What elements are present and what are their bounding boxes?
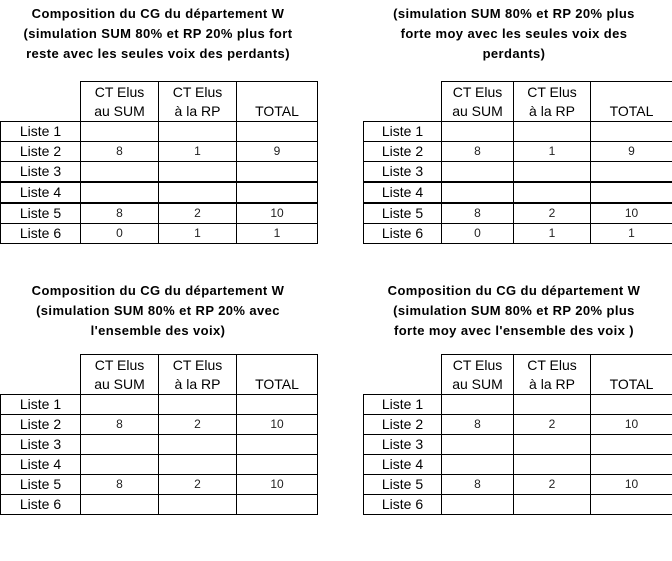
table-title xyxy=(0,4,316,64)
row-label: Liste 1 xyxy=(1,395,81,415)
results-table xyxy=(363,354,672,515)
cell-rp xyxy=(159,182,237,203)
cell-sum xyxy=(442,122,514,142)
title-line: (simulation SUM 80% et RP 20% plus fort xyxy=(23,26,293,41)
cell-total xyxy=(591,435,672,455)
cell-rp: 1 xyxy=(159,142,237,162)
cell-rp xyxy=(159,395,237,415)
cell-total xyxy=(591,122,672,142)
row-label: Liste 4 xyxy=(1,182,81,203)
table-row xyxy=(1,122,318,142)
cell-total: 10 xyxy=(237,475,318,495)
cell-rp: 2 xyxy=(159,475,237,495)
header-sum xyxy=(442,82,514,122)
row-label: Liste 3 xyxy=(364,435,442,455)
header-sum xyxy=(442,355,514,395)
row-label: Liste 5 xyxy=(364,475,442,495)
cell-total xyxy=(591,162,672,183)
cell-total: 1 xyxy=(591,224,672,244)
header-corner xyxy=(1,82,81,122)
title-line: perdants) xyxy=(482,46,546,61)
row-label: Liste 5 xyxy=(1,203,81,224)
table-row xyxy=(1,142,318,162)
cell-sum: 8 xyxy=(442,475,514,495)
results-table xyxy=(363,81,672,244)
title-line: reste avec les seules voix des perdants) xyxy=(26,46,290,61)
row-label: Liste 4 xyxy=(364,182,442,203)
table-row xyxy=(364,435,672,455)
cell-total xyxy=(237,122,318,142)
table-title xyxy=(364,4,664,64)
title-line: Composition du CG du département W xyxy=(31,283,285,298)
cell-sum xyxy=(81,162,159,183)
header-total xyxy=(591,355,672,395)
cell-rp: 1 xyxy=(514,224,591,244)
cell-sum: 0 xyxy=(442,224,514,244)
table-row xyxy=(364,415,672,435)
cell-rp: 2 xyxy=(514,475,591,495)
row-label: Liste 2 xyxy=(364,142,442,162)
cell-rp xyxy=(159,495,237,515)
cell-rp xyxy=(514,182,591,203)
title-line: (simulation SUM 80% et RP 20% avec xyxy=(36,303,280,318)
table-row xyxy=(1,182,318,203)
cell-total: 9 xyxy=(237,142,318,162)
cell-rp xyxy=(159,162,237,183)
cell-sum: 8 xyxy=(81,415,159,435)
cell-total xyxy=(237,435,318,455)
table-header-row xyxy=(364,355,672,395)
cell-sum xyxy=(81,455,159,475)
title-line: Composition du CG du département W xyxy=(31,6,285,21)
table-row xyxy=(1,495,318,515)
cell-rp: 2 xyxy=(514,203,591,224)
cell-rp xyxy=(514,455,591,475)
row-label: Liste 6 xyxy=(1,224,81,244)
table-row xyxy=(364,203,672,224)
header-total xyxy=(591,82,672,122)
cell-sum: 8 xyxy=(81,475,159,495)
header-line: à la RP xyxy=(529,102,575,119)
cell-rp xyxy=(514,495,591,515)
header-line: CT Elus xyxy=(172,83,223,100)
table-row xyxy=(364,495,672,515)
table-row xyxy=(1,162,318,183)
cell-sum: 8 xyxy=(81,203,159,224)
cell-rp xyxy=(514,435,591,455)
header-line: à la RP xyxy=(529,375,575,392)
row-label: Liste 3 xyxy=(364,162,442,183)
cell-sum: 8 xyxy=(442,203,514,224)
cell-rp xyxy=(159,455,237,475)
cell-rp: 2 xyxy=(159,415,237,435)
header-line: TOTAL xyxy=(255,102,299,119)
results-table xyxy=(0,354,318,515)
cell-total xyxy=(591,455,672,475)
cell-sum xyxy=(81,182,159,203)
cell-sum xyxy=(442,395,514,415)
table-row xyxy=(1,415,318,435)
row-label: Liste 5 xyxy=(364,203,442,224)
table-row xyxy=(1,395,318,415)
table-row xyxy=(1,224,318,244)
cell-total: 10 xyxy=(591,203,672,224)
cell-rp xyxy=(159,435,237,455)
header-line: TOTAL xyxy=(255,375,299,392)
cell-sum xyxy=(81,395,159,415)
cell-rp xyxy=(514,122,591,142)
header-line: CT Elus xyxy=(452,356,503,373)
cell-sum xyxy=(81,435,159,455)
cell-rp: 1 xyxy=(159,224,237,244)
cell-sum: 8 xyxy=(442,415,514,435)
header-line: au SUM xyxy=(452,375,503,392)
cell-total xyxy=(237,495,318,515)
header-line: au SUM xyxy=(94,375,145,392)
cell-rp: 1 xyxy=(514,142,591,162)
cell-sum xyxy=(442,455,514,475)
cell-total xyxy=(591,495,672,515)
header-corner xyxy=(1,355,81,395)
cell-rp xyxy=(514,395,591,415)
title-line: (simulation SUM 80% et RP 20% plus xyxy=(393,303,635,318)
cell-rp: 2 xyxy=(514,415,591,435)
header-line: CT Elus xyxy=(527,356,577,373)
row-label: Liste 6 xyxy=(364,224,442,244)
header-corner xyxy=(364,82,442,122)
cell-sum xyxy=(442,182,514,203)
cell-sum: 0 xyxy=(81,224,159,244)
table-row xyxy=(364,475,672,495)
table-title xyxy=(0,281,316,341)
table-row xyxy=(1,475,318,495)
cell-total: 1 xyxy=(237,224,318,244)
row-label: Liste 2 xyxy=(1,142,81,162)
cell-sum xyxy=(81,122,159,142)
row-label: Liste 1 xyxy=(364,122,442,142)
cell-total xyxy=(591,182,672,203)
cell-total: 10 xyxy=(591,415,672,435)
header-rp xyxy=(514,82,591,122)
header-line: à la RP xyxy=(174,102,221,119)
cell-total: 9 xyxy=(591,142,672,162)
cell-total xyxy=(237,182,318,203)
table-header-row xyxy=(1,82,318,122)
cell-sum xyxy=(442,435,514,455)
cell-rp xyxy=(514,162,591,183)
cell-sum xyxy=(81,495,159,515)
header-line: au SUM xyxy=(452,102,503,119)
table-row xyxy=(364,142,672,162)
header-line: au SUM xyxy=(94,102,145,119)
table-row xyxy=(364,162,672,183)
header-line: TOTAL xyxy=(609,375,654,392)
cell-sum: 8 xyxy=(442,142,514,162)
cell-total xyxy=(237,455,318,475)
table-row xyxy=(364,182,672,203)
row-label: Liste 2 xyxy=(364,415,442,435)
row-label: Liste 3 xyxy=(1,162,81,183)
title-line: Composition du CG du département W xyxy=(387,283,641,298)
cell-total: 10 xyxy=(237,415,318,435)
header-line: à la RP xyxy=(174,375,221,392)
row-label: Liste 6 xyxy=(1,495,81,515)
row-label: Liste 4 xyxy=(1,455,81,475)
title-line: forte moy avec les seules voix des xyxy=(400,26,628,41)
header-line: CT Elus xyxy=(452,83,503,100)
header-rp xyxy=(159,355,237,395)
row-label: Liste 3 xyxy=(1,435,81,455)
title-line: forte moy avec l'ensemble des voix ) xyxy=(393,323,635,338)
results-table xyxy=(0,81,318,244)
row-label: Liste 1 xyxy=(364,395,442,415)
title-line: l'ensemble des voix) xyxy=(90,323,226,338)
table-row xyxy=(1,203,318,224)
cell-total xyxy=(237,395,318,415)
header-total xyxy=(237,82,318,122)
cell-sum xyxy=(442,162,514,183)
table-row xyxy=(364,224,672,244)
header-corner xyxy=(364,355,442,395)
cell-total: 10 xyxy=(591,475,672,495)
cell-total: 10 xyxy=(237,203,318,224)
header-rp xyxy=(514,355,591,395)
header-total xyxy=(237,355,318,395)
table-row xyxy=(1,435,318,455)
header-line: TOTAL xyxy=(609,102,654,119)
cell-rp xyxy=(159,122,237,142)
row-label: Liste 4 xyxy=(364,455,442,475)
table-row xyxy=(364,455,672,475)
cell-rp: 2 xyxy=(159,203,237,224)
row-label: Liste 2 xyxy=(1,415,81,435)
row-label: Liste 5 xyxy=(1,475,81,495)
table-title xyxy=(364,281,664,341)
table-header-row xyxy=(1,355,318,395)
header-line: CT Elus xyxy=(172,356,223,373)
header-line: CT Elus xyxy=(527,83,577,100)
cell-total xyxy=(237,162,318,183)
table-header-row xyxy=(364,82,672,122)
header-sum xyxy=(81,82,159,122)
cell-sum: 8 xyxy=(81,142,159,162)
header-line: CT Elus xyxy=(94,356,145,373)
cell-total xyxy=(591,395,672,415)
row-label: Liste 6 xyxy=(364,495,442,515)
table-row xyxy=(1,455,318,475)
row-label: Liste 1 xyxy=(1,122,81,142)
table-row xyxy=(364,122,672,142)
header-line: CT Elus xyxy=(94,83,145,100)
table-row xyxy=(364,395,672,415)
header-sum xyxy=(81,355,159,395)
title-line: (simulation SUM 80% et RP 20% plus xyxy=(393,6,635,21)
header-rp xyxy=(159,82,237,122)
cell-sum xyxy=(442,495,514,515)
